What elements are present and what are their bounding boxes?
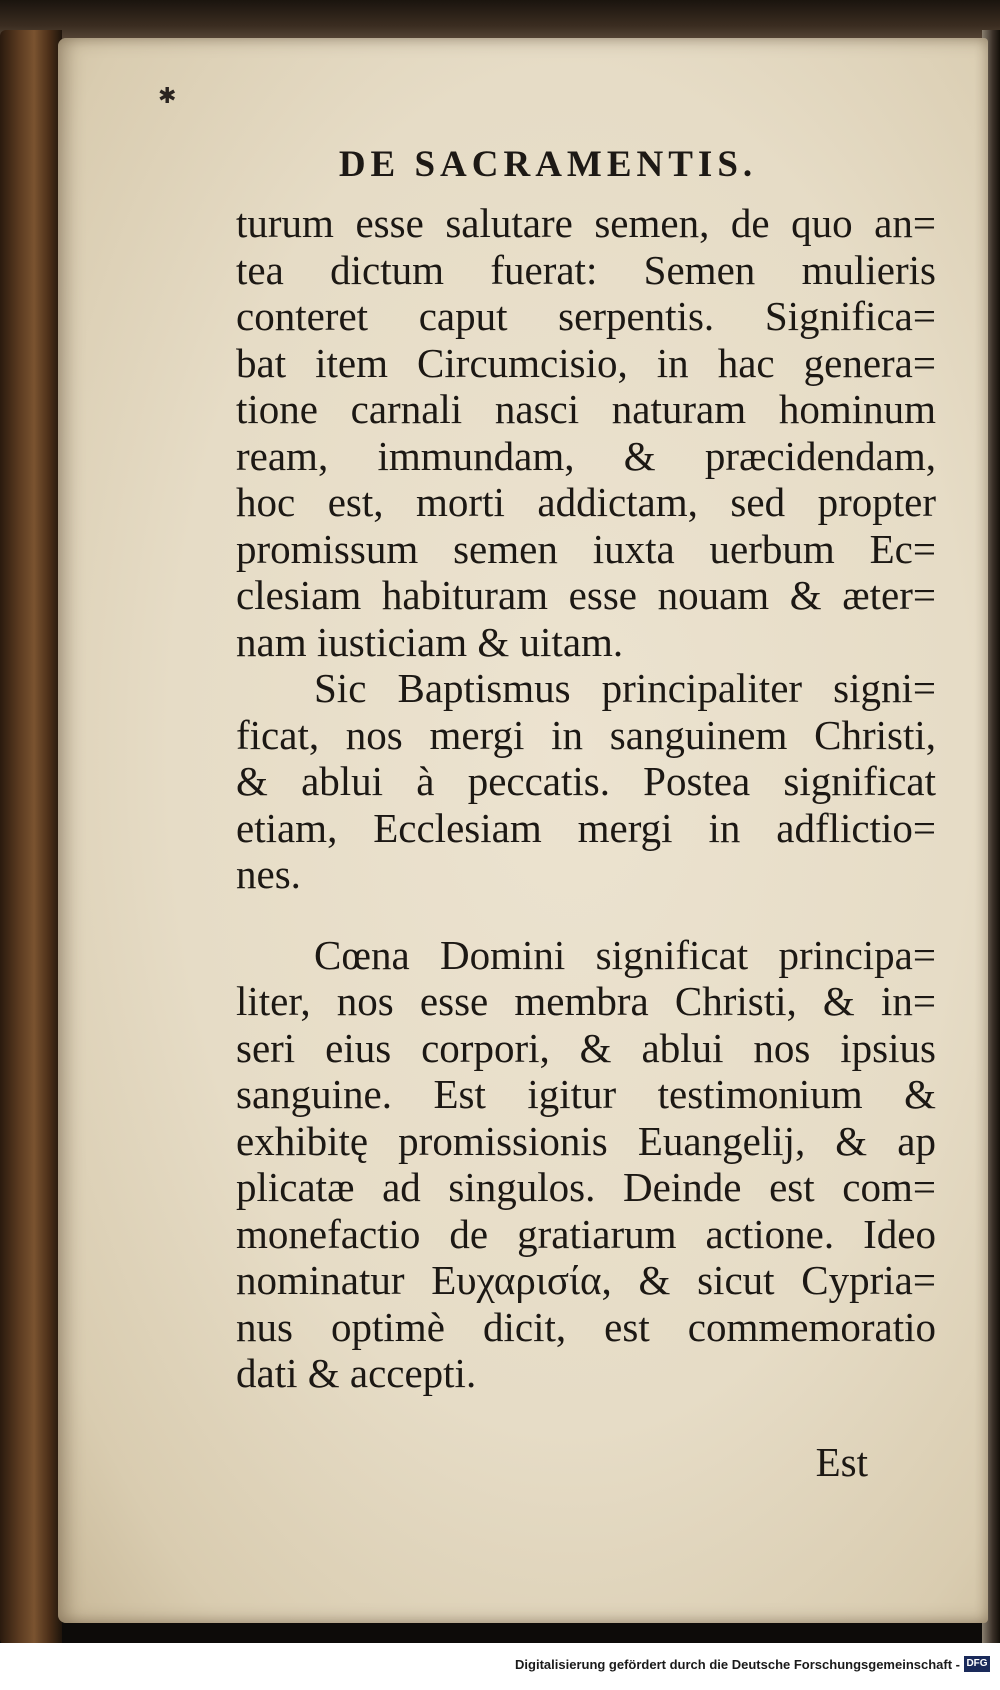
- book-page: [58, 38, 988, 1623]
- text-line: bat item Circumcisio, in hac genera=: [236, 339, 936, 386]
- body-text: [236, 200, 936, 1397]
- text-line: dati & accepti.: [236, 1350, 477, 1396]
- text-line: ficat, nos mergi in sanguinem Christi,: [236, 711, 936, 758]
- text-line: conteret caput serpentis. Significa=: [236, 293, 936, 339]
- text-line: Sic Baptismus principaliter signi=: [314, 665, 936, 711]
- text-line: seri eius corpori, & ablui nos ipsius: [236, 1024, 936, 1071]
- book-spine-edge: [0, 30, 62, 1645]
- text-line: nominatur Ευχαρισία, & sicut Cypria=: [236, 1257, 936, 1303]
- book-top-edge: [0, 0, 1000, 42]
- text-line: tione carnali nasci naturam hominum: [236, 386, 936, 432]
- paragraph-gap: [236, 898, 936, 932]
- text-line: clesiam habituram esse nouam & æter=: [236, 572, 936, 618]
- text-line: tea dictum fuerat: Semen mulieris: [236, 246, 936, 293]
- text-line: exhibitę promissionis Euangelij, & ap: [236, 1117, 936, 1164]
- text-line: nam iusticiam & uitam.: [236, 618, 624, 665]
- text-line: sanguine. Est igitur testimonium &: [236, 1071, 936, 1117]
- text-line: etiam, Ecclesiam mergi in adflictio=: [236, 804, 936, 851]
- text-line: plicatæ ad singulos. Deinde est com=: [236, 1164, 936, 1210]
- text-line: liter, nos esse membra Christi, & in=: [236, 978, 936, 1024]
- text-line: promissum semen iuxta uerbum Ec=: [236, 525, 936, 572]
- catchword: Est: [815, 1439, 868, 1485]
- running-head: DE SACRAMENTIS.: [338, 144, 758, 185]
- text-line: Cœna Domini significat principa=: [314, 931, 936, 978]
- corner-mark: ✱: [158, 83, 177, 108]
- text-line: nes.: [236, 851, 301, 897]
- text-line: turum esse salutare semen, de quo an=: [236, 200, 936, 246]
- digitization-footer: [0, 1643, 1000, 1690]
- text-line: & ablui à peccatis. Postea significat: [236, 758, 936, 804]
- text-line: monefactio de gratiarum actione. Ideo: [236, 1210, 936, 1257]
- text-line: ream, immundam, & præcidendam,: [236, 432, 936, 479]
- text-line: hoc est, morti addictam, sed propter: [236, 479, 936, 525]
- funding-credit: Digitalisierung gefördert durch die Deutsche Forschungsgemeinschaft -: [515, 1657, 960, 1672]
- text-line: nus optimè dicit, est commemoratio: [236, 1303, 936, 1350]
- dfg-logo: DFG: [964, 1656, 990, 1672]
